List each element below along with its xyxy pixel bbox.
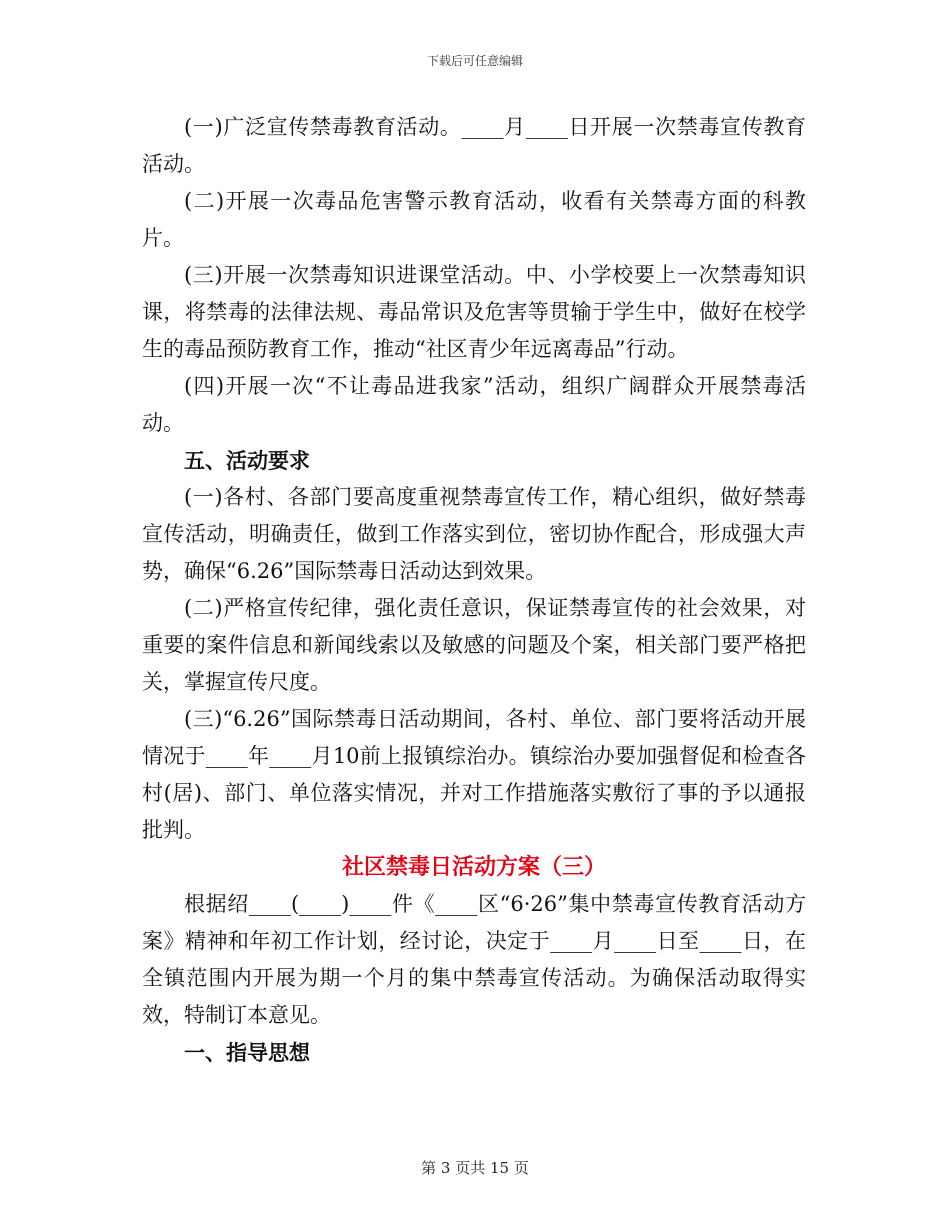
document-body	[142, 109, 806, 1071]
paragraph: (三)开展一次禁毒知识进课堂活动。中、小学校要上一次禁毒知识课，将禁毒的法律法规、毒品常识及危害等贯输于学生中，做好在校学生的毒品预防教育工作，推动“社区青少年远离毒品”行动。	[142, 263, 806, 361]
page-header: 下载后可任意编辑	[426, 54, 523, 68]
paragraph: (二)开展一次毒品危害警示教育活动，收看有关禁毒方面的科教片。	[142, 189, 806, 250]
section-title: 社区禁毒日活动方案（三）	[341, 854, 606, 880]
intro-paragraph: 根据绍____(____)____件《____区“6·26”集中禁毒宣传教育活动方案》精神和年初工作计划，经讨论，决定于____月____日至____日，在全镇范围内开展为期一个月的集中禁毒宣传活动。为确保活动取得实效，特制订本意见。	[142, 892, 806, 1027]
paragraph: (一)广泛宣传禁毒教育活动。____月____日开展一次禁毒宣传教育活动。	[142, 115, 806, 176]
section-heading: 五、活动要求	[184, 448, 310, 473]
page-footer: 第 3 页共 15 页	[421, 1159, 529, 1177]
section-heading: 一、指导思想	[184, 1040, 310, 1065]
paragraph: (一)各村、各部门要高度重视禁毒宣传工作，精心组织，做好禁毒宣传活动，明确责任，做到工作落实到位，密切协作配合，形成强大声势，确保“6.26”国际禁毒日活动达到效果。	[142, 485, 806, 583]
paragraph: (三)“6.26”国际禁毒日活动期间，各村、单位、部门要将活动开展情况于____年____月10前上报镇综治办。镇综治办要加强督促和检查各村(居)、部门、单位落实情况，并对工作措施落实敷衍了事的予以通报批判。	[142, 707, 806, 842]
paragraph: (二)严格宣传纪律，强化责任意识，保证禁毒宣传的社会效果，对重要的案件信息和新闻线索以及敏感的问题及个案，相关部门要严格把关，掌握宣传尺度。	[142, 596, 806, 694]
paragraph: (四)开展一次“不让毒品进我家”活动，组织广阔群众开展禁毒活动。	[142, 374, 806, 435]
